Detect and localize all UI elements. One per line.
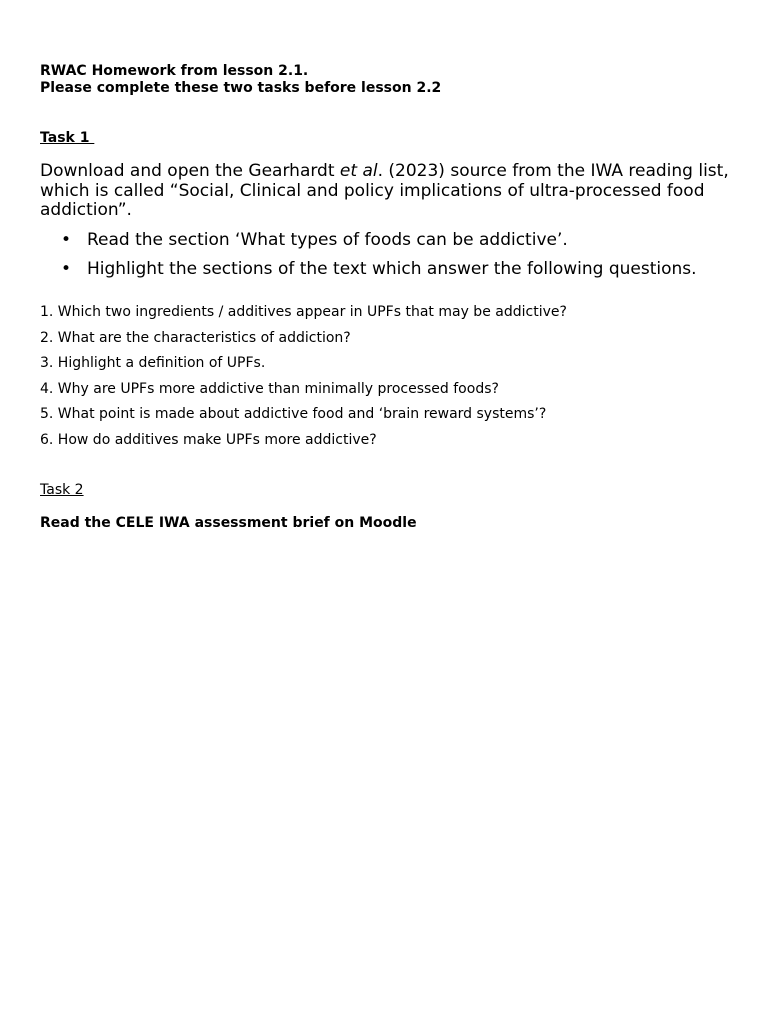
task1-question-list [40, 304, 567, 458]
task1-intro [40, 162, 752, 221]
header-instruction: Please complete these two tasks before lesson 2.2 [40, 80, 442, 96]
question-item: 5. What point is made about addictive food and ‘brain reward systems’? [40, 406, 547, 423]
bullet-item [40, 259, 697, 279]
task1-intro-start: Download and open the Gearhardt [40, 161, 340, 181]
bullet-text: Highlight the sections of the text which answer the following questions. [87, 259, 697, 279]
document-header [40, 63, 441, 97]
task2-instruction: Read the CELE IWA assessment brief on Moodle [40, 515, 417, 531]
header-title: RWAC Homework from lesson 2.1. [40, 63, 309, 79]
bullet-text: Read the section ‘What types of foods can be addictive’. [87, 230, 568, 250]
question-item: 4. Why are UPFs more addictive than minimally processed foods? [40, 380, 499, 397]
bullet-icon: • [61, 259, 72, 279]
task2-heading: Task 2 [40, 482, 84, 498]
question-item: 1. Which two ingredients / additives appear in UPFs that may be addictive? [40, 304, 567, 320]
question-item: 2. What are the characteristics of addiction? [40, 329, 351, 346]
task1-intro-italic: et al [339, 161, 378, 181]
task1-intro-end: . (2023) source from the IWA reading list, which is called “Social, Clinical and policy implications of ultra-processed food addiction”. [40, 161, 729, 220]
bullet-icon: • [61, 230, 72, 250]
question-item: 3. Highlight a definition of UPFs. [40, 355, 266, 372]
task1-heading: Task 1 [40, 130, 95, 146]
task1-bullet-list [40, 230, 697, 288]
bullet-item [40, 230, 697, 250]
question-item: 6. How do additives make UPFs more addictive? [40, 431, 377, 448]
